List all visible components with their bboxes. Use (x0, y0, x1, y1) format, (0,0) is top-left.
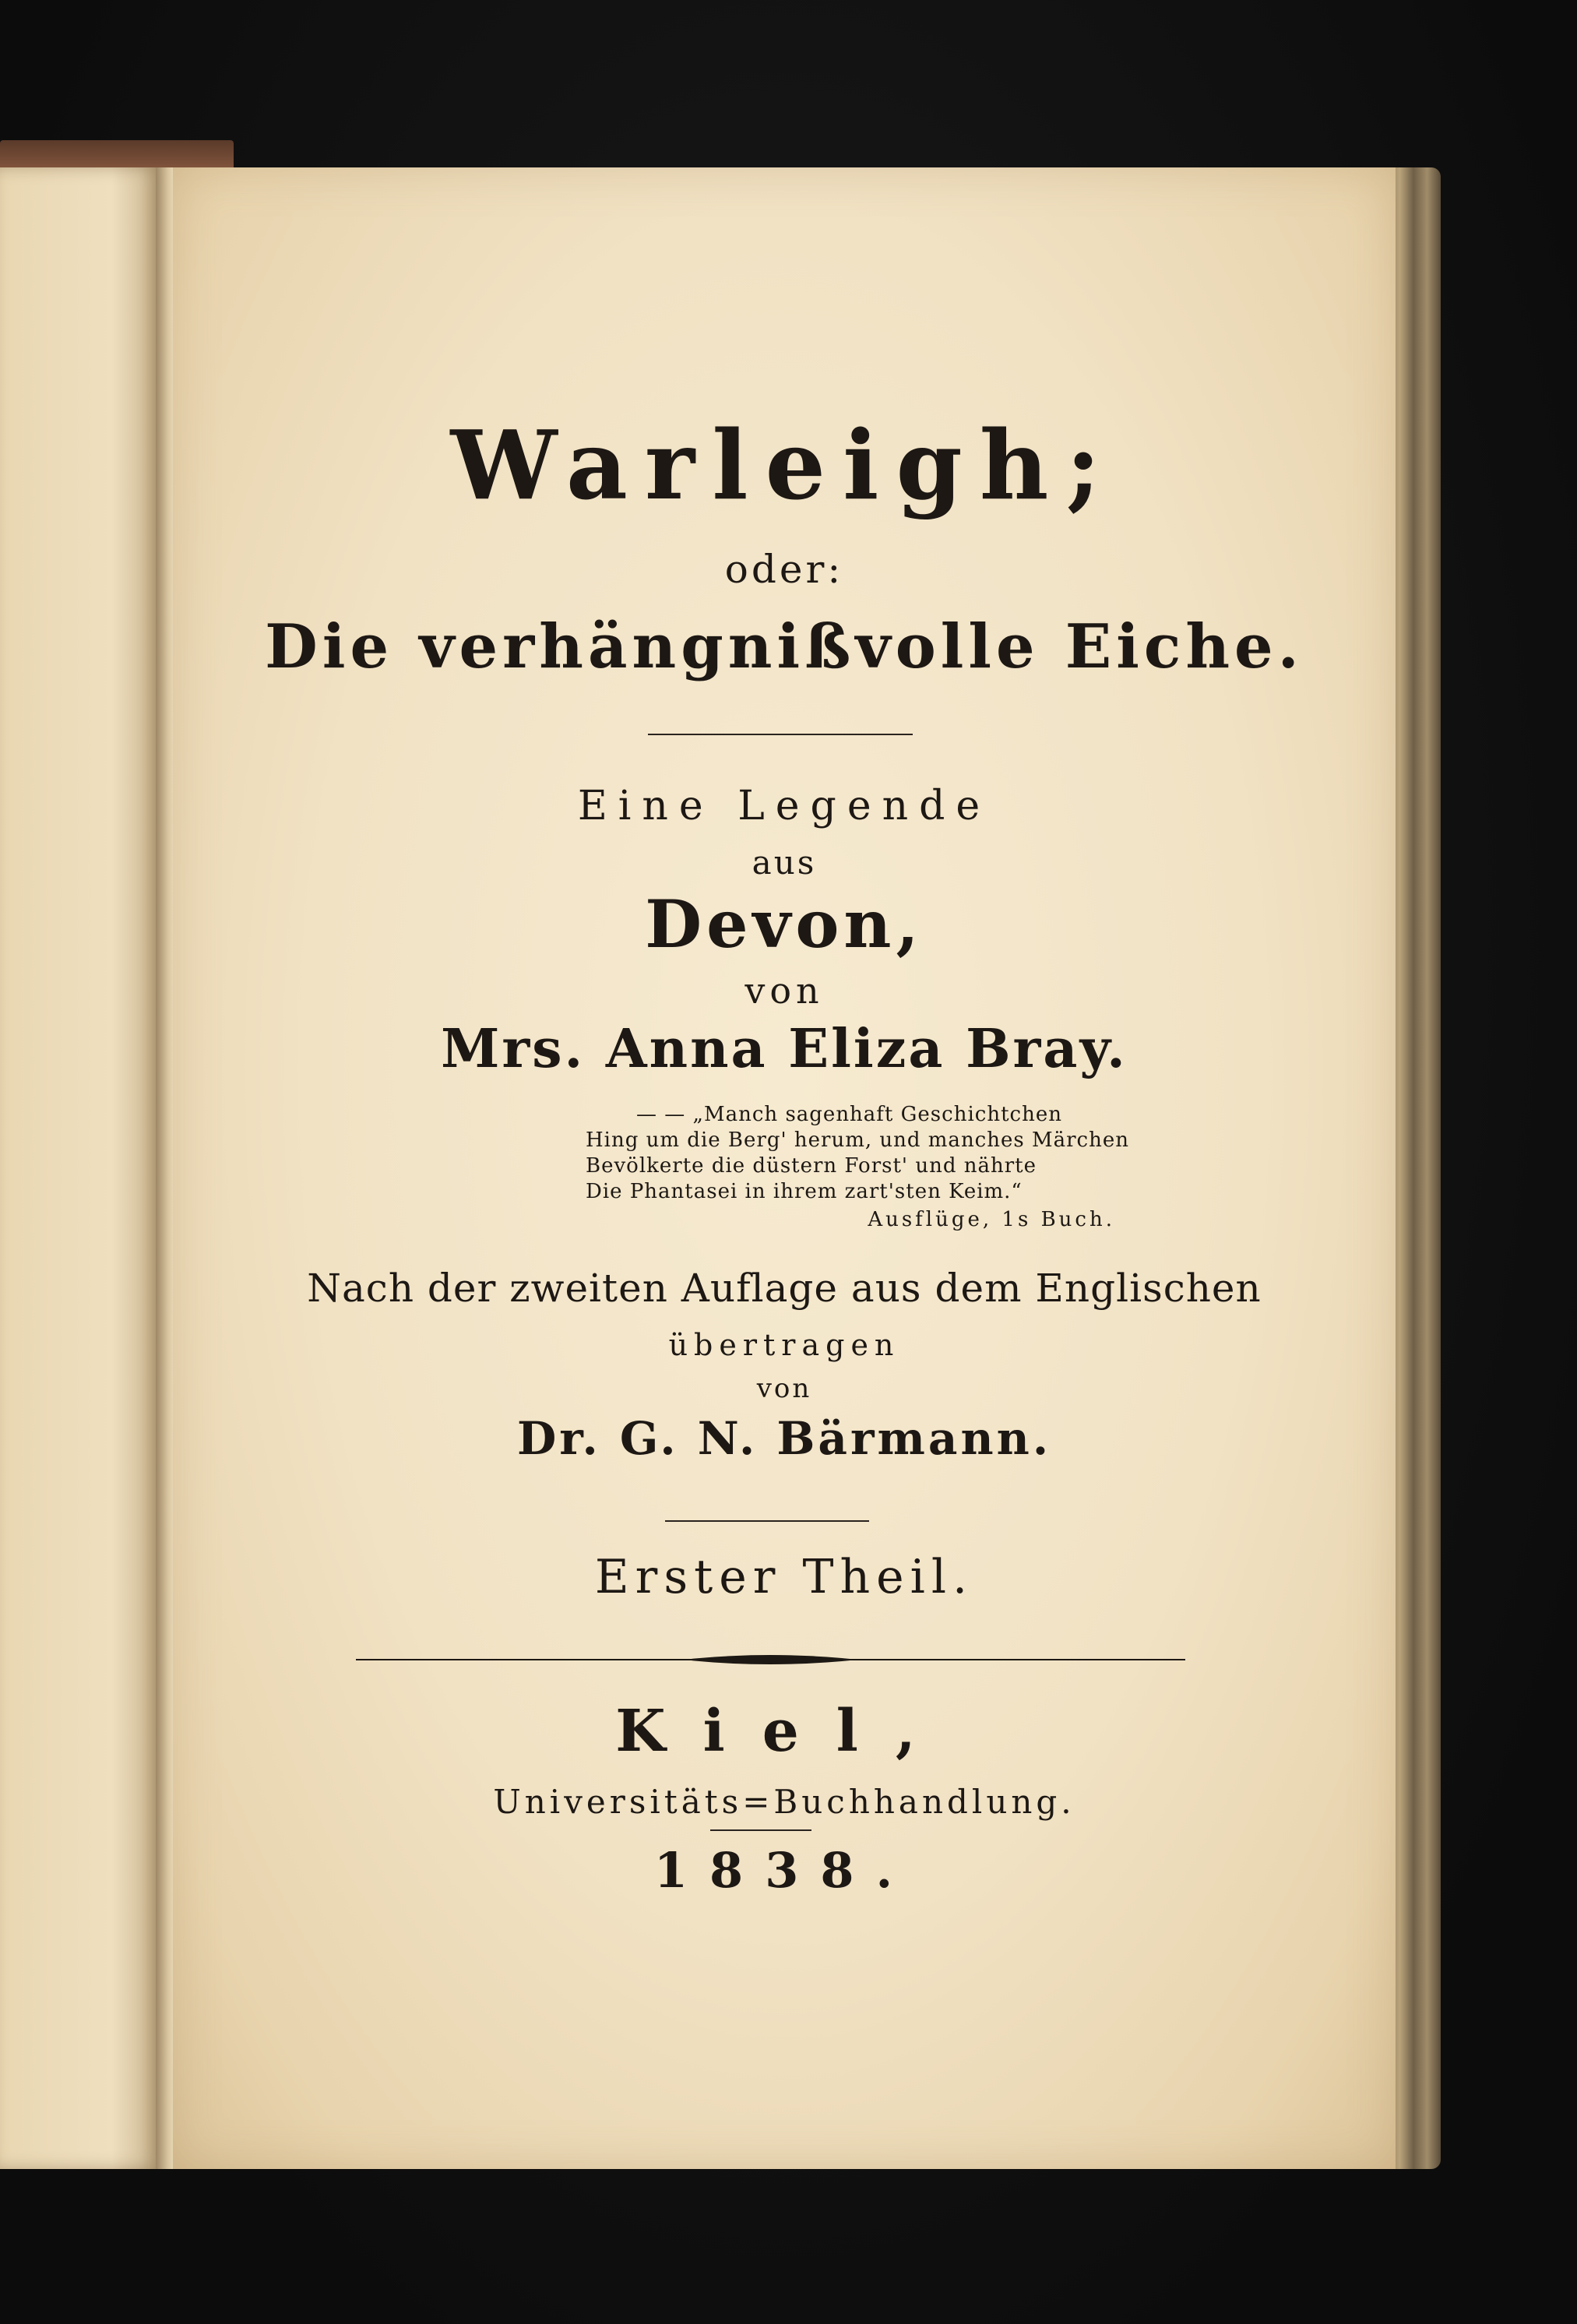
translator-name: Dr. G. N. Bärmann. (516, 1412, 1052, 1465)
epigraph-line: Die Phantasei in ihrem zart'sten Keim.“ (586, 1180, 1023, 1203)
epigraph-line: Bevölkerte die düstern Forst' und nährte (586, 1154, 1037, 1178)
translated-word: übertragen (668, 1328, 900, 1362)
divider-rule (648, 734, 913, 735)
divider-rule (665, 1520, 869, 1522)
place-name: Devon, (645, 886, 924, 963)
book-subtitle: Die verhängnißvolle Eiche. (265, 611, 1304, 682)
genre-line: Eine Legende (577, 783, 991, 829)
divider-rule (710, 1829, 811, 1831)
title-connector: oder: (724, 547, 844, 592)
translator-by-word: von (756, 1373, 812, 1404)
publication-city: Kiel, (615, 1698, 953, 1765)
left-page (0, 167, 160, 2169)
epigraph (586, 1102, 1129, 1233)
title-page (173, 167, 1396, 2169)
epigraph-line: Hing um die Berg' herum, und manches Märchen (586, 1129, 1129, 1152)
author-name: Mrs. Anna Eliza Bray. (441, 1018, 1128, 1080)
book-title: Warleigh; (450, 409, 1118, 521)
epigraph-source: Ausflüge, 1s Buch. (868, 1208, 1115, 1231)
epigraph-line: — — „Manch sagenhaft Geschichtchen (636, 1103, 1062, 1126)
publication-year: 1838. (653, 1842, 915, 1899)
ornamental-rule (356, 1649, 1185, 1671)
volume-part: Erster Theil. (594, 1550, 974, 1604)
from-word: aus (752, 843, 817, 882)
publisher-name: Universitäts=Buchhandlung. (493, 1783, 1075, 1821)
translation-note: Nach der zweiten Auflage aus dem Englischen (307, 1266, 1262, 1311)
by-word: von (744, 970, 824, 1012)
